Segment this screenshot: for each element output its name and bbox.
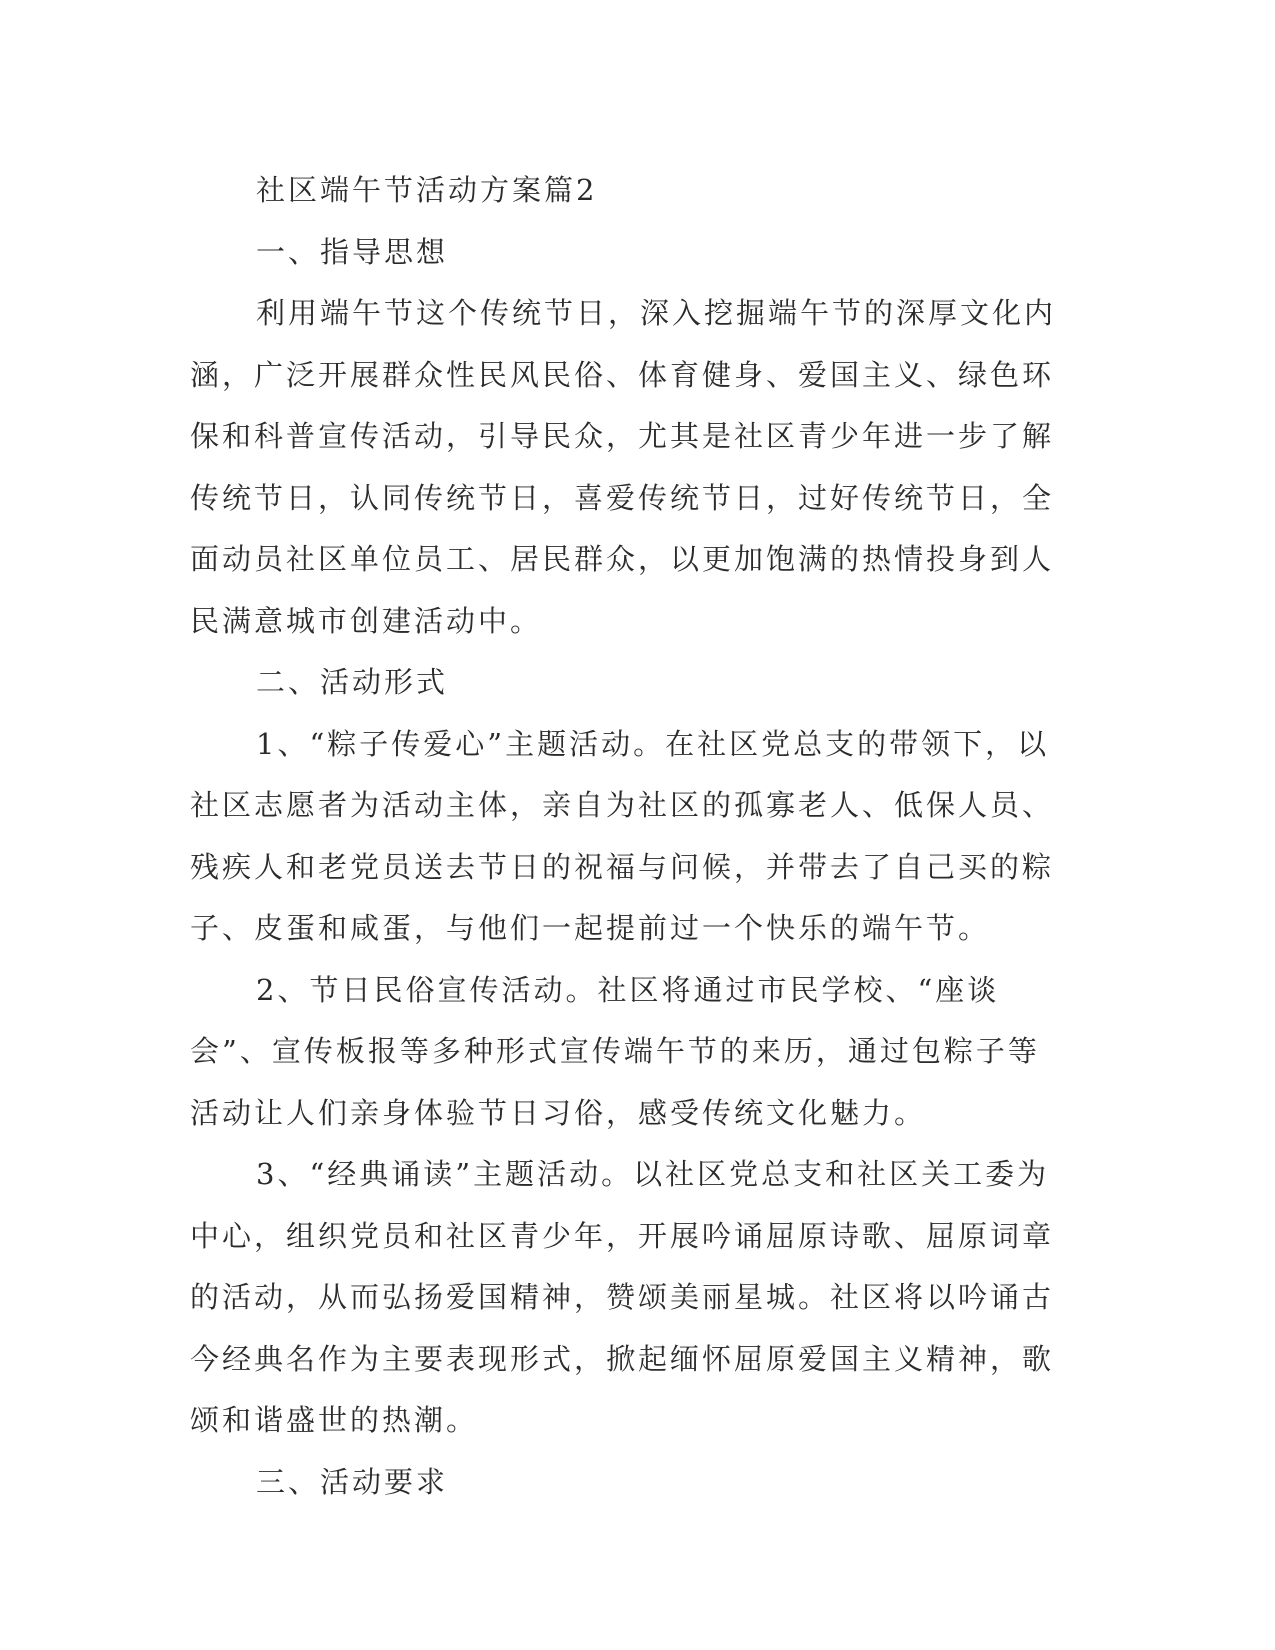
section-heading-activity-forms: 二、活动形式 xyxy=(256,665,449,699)
document-title: 社区端午节活动方案篇2 xyxy=(256,173,598,207)
section-heading-guiding-ideology: 一、指导思想 xyxy=(256,234,449,269)
paragraph-activity-item-2: 2、节日民俗宣传活动。社区将通过市民学校、“座谈会”、宣传板报等多种形式宣传端午节的来历，通过包粽子等活动让人们亲身体验节日习俗，感受传统文化魅力。 xyxy=(190,972,1040,1130)
section-heading-activity-requirements: 三、活动要求 xyxy=(256,1464,449,1499)
document-body xyxy=(190,160,1070,1513)
paragraph-activity-item-1: 1、“粽子传爱心”主题活动。在社区党总支的带领下，以社区志愿者为活动主体，亲自为社区的孤寡老人、低保人员、残疾人和老党员送去节日的祝福与问候，并带去了自己买的粽子、皮蛋和咸蛋，与他们一起提前过一个快乐的端午节。 xyxy=(190,726,1055,945)
paragraph-guiding-ideology: 利用端午节这个传统节日，深入挖掘端午节的深厚文化内涵，广泛开展群众性民风民俗、体育健身、爱国主义、绿色环保和科普宣传活动，引导民众，尤其是社区青少年进一步了解传统节日，认同传统节日，喜爱传统节日，过好传统节日，全面动员社区单位员工、居民群众，以更加饱满的热情投身到人民满意城市创建活动中。 xyxy=(190,296,1057,638)
paragraph-activity-item-3: 3、“经典诵读”主题活动。以社区党总支和社区关工委为中心，组织党员和社区青少年，开展吟诵屈原诗歌、屈原词章的活动，从而弘扬爱国精神，赞颂美丽星城。社区将以吟诵古今经典名作为主要表现形式，掀起缅怀屈原爱国主义精神，歌颂和谐盛世的热潮。 xyxy=(190,1157,1055,1437)
